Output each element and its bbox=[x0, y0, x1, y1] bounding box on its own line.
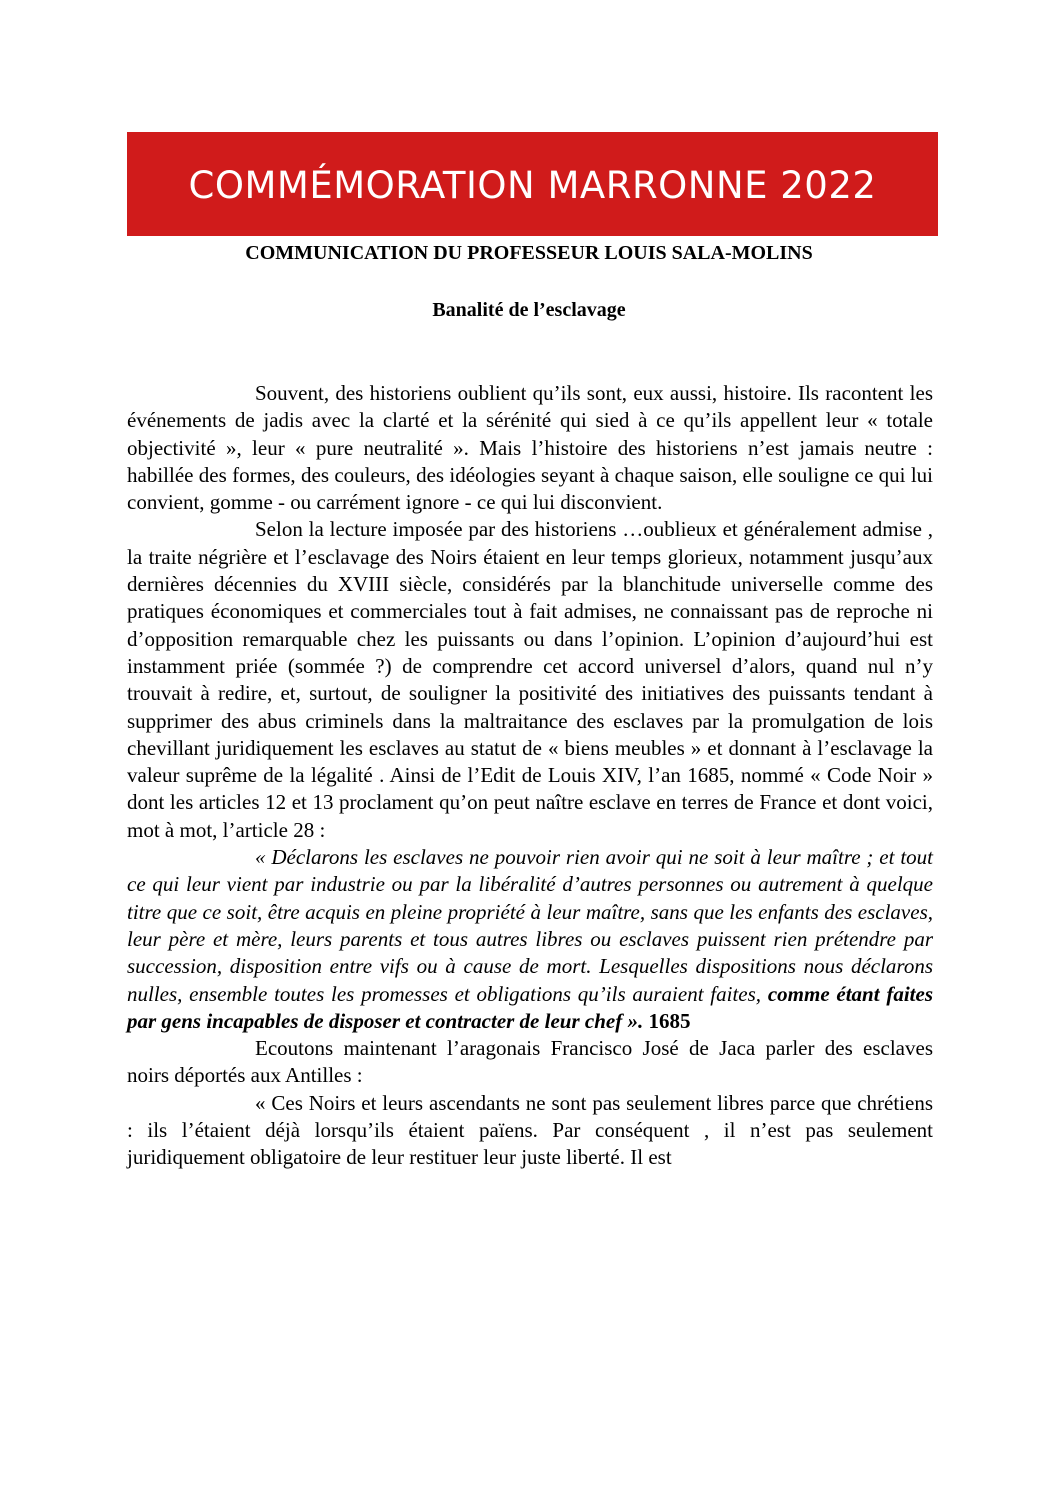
paragraph: Souvent, des historiens oublient qu’ils sont, eux aussi, histoire. Ils racontent les événements de jadis avec la clarté et la sérénité qui sied à ce qu’ils appellent leur « totale objectivité », leur « pure neutralité ». Mais l’histoire des historiens n’est jamais neutre : habillée des formes, des couleurs, des idéologies seyant à chaque saison, elle souligne ce qui lui convient, gomme - ou carrément ignore - ce qui lui disconvient. bbox=[127, 381, 933, 515]
banner bbox=[127, 132, 938, 236]
quote-year: 1685 bbox=[648, 1008, 691, 1033]
banner-title: COMMÉMORATION MARRONNE 2022 bbox=[188, 164, 877, 207]
quote-bold-text: comme étant faites par gens incapables de disposer et contracter de leur chef ». bbox=[127, 981, 933, 1033]
document-title: Banalité de l’esclavage bbox=[432, 299, 626, 321]
paragraph: Ecoutons maintenant l’aragonais Francisco José de Jaca parler des esclaves noirs déportés aux Antilles : bbox=[127, 1036, 933, 1088]
paragraph: « Ces Noirs et leurs ascendants ne sont pas seulement libres parce que chrétiens : ils l’étaient déjà lorsqu’ils étaient païens. Par conséquent , il n’est pas seulement juridiquement obligatoire de leur restituer leur juste liberté. Il est bbox=[127, 1090, 933, 1170]
quote-paragraph bbox=[127, 844, 933, 1035]
body-text bbox=[127, 380, 933, 1172]
document-subtitle: COMMUNICATION DU PROFESSEUR LOUIS SALA-MOLINS bbox=[245, 242, 813, 264]
quote-italic-text: « Déclarons les esclaves ne pouvoir rien avoir qui ne soit à leur maître ; et tout ce qui leur vient par industrie ou par la libéralité d’autres personnes ou autrement à quelque titre que ce soit, être acquis en pleine propriété à leur maître, sans que les enfants des esclaves, leur père et mère, leurs parents et tous autres libres ou esclaves puissent rien prétendre par succession, disposition entre vifs ou à cause de mort. Lesquelles dispositions nous déclarons nulles, ensemble toutes les promesses et obligations qu’ils auraient faites, bbox=[127, 845, 933, 1006]
paragraph: Selon la lecture imposée par des historiens …oublieux et généralement admise , la traite négrière et l’esclavage des Noirs étaient en leur temps glorieux, notamment jusqu’aux dernières décennies du XVIII siècle, considérés par la blanchitude universelle comme des pratiques économiques et commerciales tout à fait admises, ne connaissant pas de reproche ni d’opposition remarquable chez les puissants ou dans l’opinion. L’opinion d’aujourd’hui est instamment priée (sommée ?) de comprendre cet accord universel d’alors, quand nul n’y trouvait à redire, et, surtout, de souligner la positivité des initiatives des puissants tendant à supprimer des abus criminels dans la maltraitance des esclaves par la promulgation de lois chevillant juridiquement les esclaves au statut de « biens meubles » et donnant à l’esclavage la valeur suprême de la légalité . Ainsi de l’Edit de Louis XIV, l’an 1685, nommé « Code Noir » dont les articles 12 et 13 proclament qu’on peut naître esclave en terres de France et dont voici, mot à mot, l’article 28 : bbox=[127, 517, 933, 842]
